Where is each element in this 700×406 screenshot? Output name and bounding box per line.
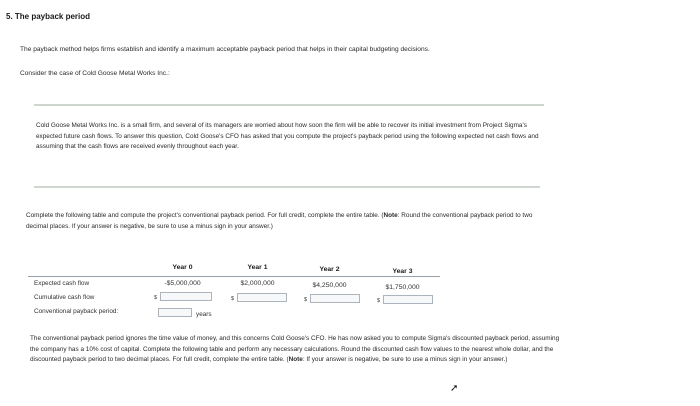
payback-unit-label: years xyxy=(196,311,212,318)
header-year-1: Year 1 xyxy=(247,264,268,271)
mouse-cursor-icon: ➚ xyxy=(450,383,459,394)
cumulative-year-3-input[interactable] xyxy=(383,295,433,304)
intro-text: The payback method helps firms establish and identify a maximum acceptable payback period that helps in their capital budgeting decisions. xyxy=(20,46,430,53)
scenario-text: Cold Goose Metal Works Inc. is a small firm, and several of its managers are worried about how soon the firm will be able to recover its initial investment from Project Sigma's expected future cash flows. To answer this question, Cold Goose's CFO has asked that you compute the project's payback period using the following expected net cash flows and assuming that the cash flows are received evenly throughout each year. xyxy=(36,122,539,150)
discounted-suffix: : If your answer is negative, be sure to use a minus sign in your answer.) xyxy=(302,356,508,363)
discounted-prefix: The conventional payback period ignores the time value of money, and this concerns Cold Goose's CFO. He has now asked you to compute Sigma's discounted payback period, assuming the company has a 10% cost of capital. Complete the following table and perform any necessary calculations. Round the discounted cash flow values to the nearest whole dollar, and the discounted payback period to two decimal places. For full credit, complete the entire table. ( xyxy=(30,335,560,363)
instructions-text xyxy=(26,211,556,232)
instructions-prefix: Complete the following table and compute the project's conventional payback period. For full credit, complete the entire table. ( xyxy=(26,212,384,219)
header-year-2: Year 2 xyxy=(319,266,340,273)
expected-year-2: $4,250,000 xyxy=(312,282,347,289)
dollar-sign-year-1: $ xyxy=(231,296,235,302)
discounted-note: Note xyxy=(288,356,303,363)
payback-period-input[interactable] xyxy=(158,308,192,317)
expected-year-0: -$5,000,000 xyxy=(164,280,201,287)
section-title: 5. The payback period xyxy=(6,12,91,21)
instructions-note: Note xyxy=(383,212,398,219)
dollar-sign-year-2: $ xyxy=(304,297,308,303)
dollar-sign-year-0: $ xyxy=(154,295,158,301)
row-label-cumulative: Cumulative cash flow xyxy=(34,294,95,301)
consider-text: Consider the case of Cold Goose Metal Works Inc.: xyxy=(20,70,170,77)
scenario-bottom-rule xyxy=(34,186,540,188)
row-label-payback: Conventional payback period: xyxy=(34,308,119,315)
expected-year-1: $2,000,000 xyxy=(240,280,275,287)
cumulative-year-1-input[interactable] xyxy=(237,293,287,302)
discounted-instructions-text xyxy=(30,334,566,366)
cumulative-year-0-input[interactable] xyxy=(160,292,212,301)
expected-year-3: $1,750,000 xyxy=(385,284,420,291)
header-year-0: Year 0 xyxy=(172,264,193,271)
scenario-top-rule xyxy=(34,104,544,106)
row-label-expected: Expected cash flow xyxy=(34,280,90,287)
table-header-line xyxy=(28,276,440,277)
dollar-sign-year-3: $ xyxy=(377,298,381,304)
header-year-3: Year 3 xyxy=(392,268,413,275)
instructions-suffix: : Round the conventional payback period to two decimal places. If your answer is negative, be sure to use a minus sign in your answer.) xyxy=(26,212,533,230)
cumulative-year-2-input[interactable] xyxy=(310,294,360,303)
